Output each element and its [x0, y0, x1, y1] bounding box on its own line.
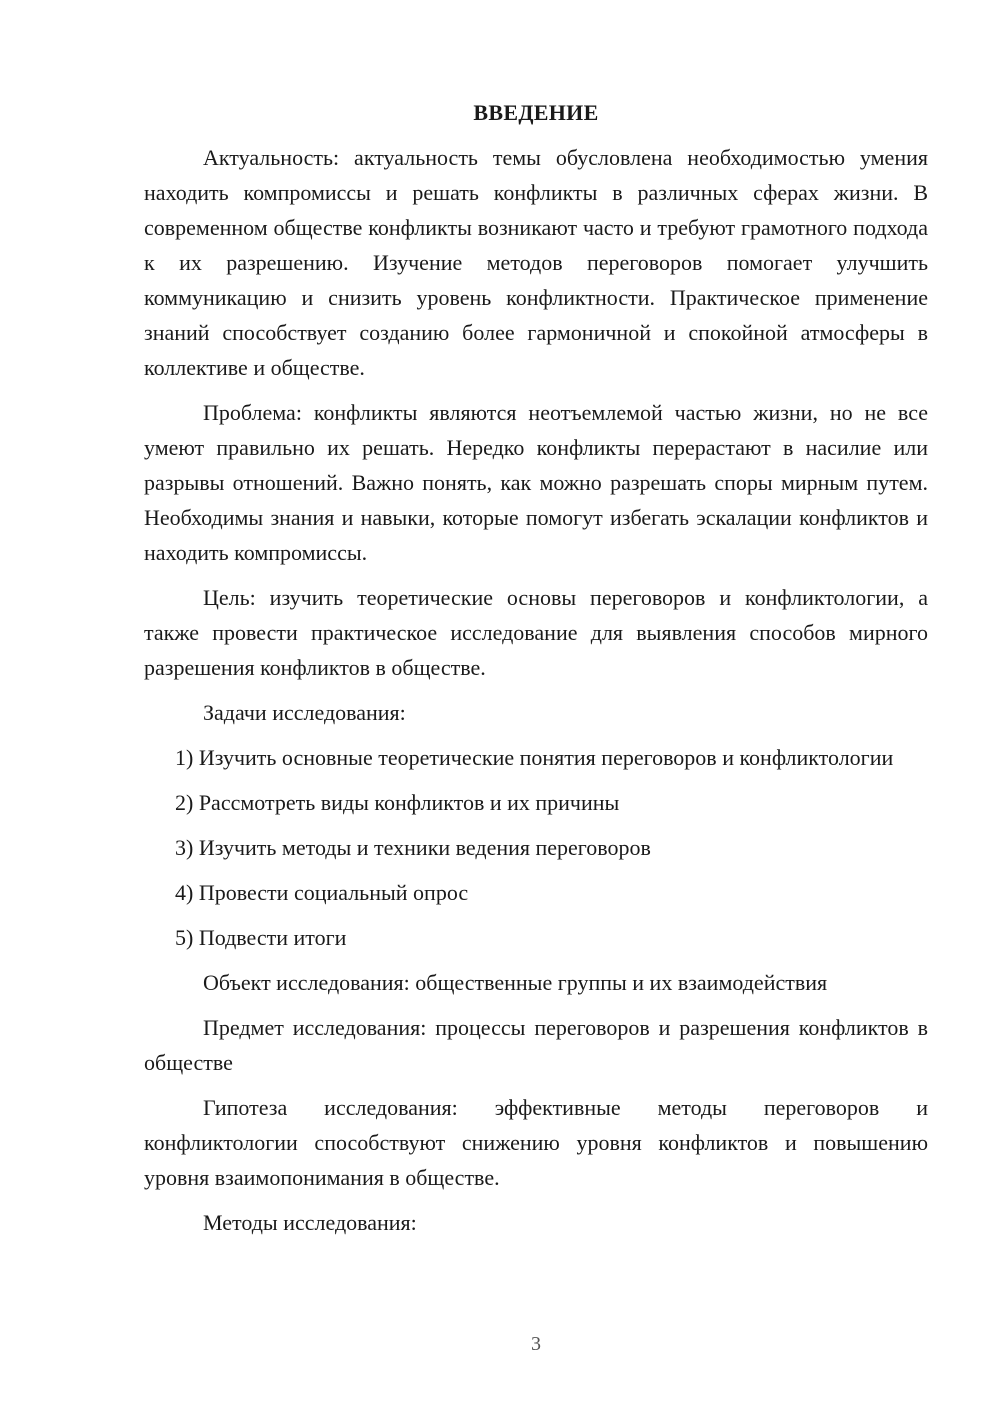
task-item-1: 1) Изучить основные теоретические понятия переговоров и конфликтологии — [175, 745, 894, 770]
task-item-3: 3) Изучить методы и техники ведения переговоров — [175, 835, 651, 860]
subject-paragraph: Предмет исследования: процессы переговоров и разрешения конфликтов в обществе — [144, 1015, 928, 1075]
task-item-4: 4) Провести социальный опрос — [175, 880, 469, 905]
tasks-heading: Задачи исследования: — [203, 700, 406, 725]
task-item-5: 5) Подвести итоги — [175, 925, 347, 950]
problem-paragraph: Проблема: конфликты являются неотъемлемой частью жизни, но не все умеют правильно их решать. Нередко конфликты перерастают в насилие или разрывы отношений. Важно понять, как можно разрешать споры мирным путем. Необходимы знания и навыки, которые помогут избегать эскалации конфликтов и находить компромиссы. — [144, 400, 928, 565]
page-body — [144, 95, 928, 1240]
object-paragraph: Объект исследования: общественные группы и их взаимодействия — [203, 970, 828, 995]
section-title: ВВЕДЕНИЕ — [473, 100, 599, 125]
goal-paragraph: Цель: изучить теоретические основы переговоров и конфликтологии, а также провести практическое исследование для выявления способов мирного разрешения конфликтов в обществе. — [144, 585, 928, 680]
hypothesis-paragraph: Гипотеза исследования: эффективные методы переговоров и конфликтологии способствуют снижению уровня конфликтов и повышению уровня взаимопонимания в обществе. — [144, 1095, 928, 1190]
methods-heading: Методы исследования: — [203, 1210, 417, 1235]
page-number: 3 — [531, 1333, 541, 1355]
relevance-paragraph: Актуальность: актуальность темы обусловлена необходимостью умения находить компромиссы и решать конфликты в различных сферах жизни. В современном обществе конфликты возникают часто и требуют грамотного подхода к их разрешению. Изучение методов переговоров помогает улучшить коммуникацию и снизить уровень конфликтности. Практическое применение знаний способствует созданию более гармоничной и спокойной атмосферы в коллективе и обществе. — [144, 145, 928, 380]
task-item-2: 2) Рассмотреть виды конфликтов и их причины — [175, 790, 620, 815]
